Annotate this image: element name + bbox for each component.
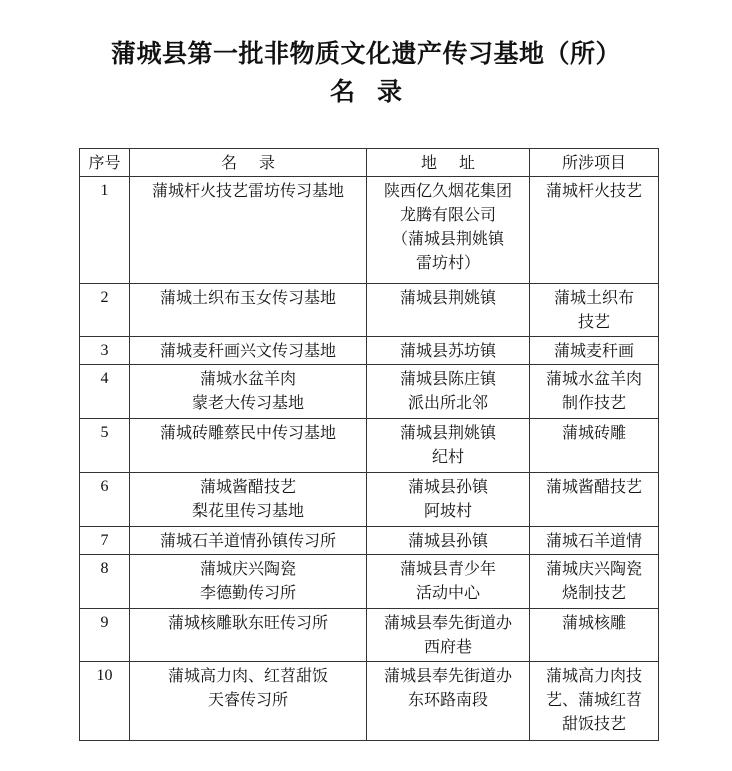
row-index: 5 (80, 419, 130, 473)
row-address: 陕西亿久烟花集团 龙腾有限公司 （蒲城县荆姚镇 雷坊村） (367, 177, 530, 284)
row-address: 蒲城县荆姚镇 纪村 (367, 419, 530, 473)
row-address: 蒲城县孙镇 (367, 527, 530, 555)
row-name: 蒲城高力肉、红苕甜饭 天睿传习所 (130, 662, 367, 741)
header-address: 地址 (367, 149, 530, 177)
row-name: 蒲城砖雕蔡民中传习基地 (130, 419, 367, 473)
row-project: 蒲城石羊道情 (530, 527, 659, 555)
row-name: 蒲城麦秆画兴文传习基地 (130, 337, 367, 365)
row-project: 蒲城砖雕 (530, 419, 659, 473)
row-address: 蒲城县青少年 活动中心 (367, 555, 530, 609)
header-project: 所涉项目 (530, 149, 659, 177)
table-row (80, 473, 659, 527)
table-row (80, 284, 659, 337)
row-name: 蒲城核雕耿东旺传习所 (130, 609, 367, 662)
row-address: 蒲城县陈庄镇 派出所北邻 (367, 365, 530, 419)
table-row (80, 365, 659, 419)
row-index: 2 (80, 284, 130, 337)
header-index: 序号 (80, 149, 130, 177)
row-index: 10 (80, 662, 130, 741)
row-address: 蒲城县奉先街道办 西府巷 (367, 609, 530, 662)
row-index: 3 (80, 337, 130, 365)
row-address: 蒲城县苏坊镇 (367, 337, 530, 365)
row-name: 蒲城土织布玉女传习基地 (130, 284, 367, 337)
document-title-line2: 名录 (329, 77, 424, 106)
table-row (80, 337, 659, 365)
row-index: 6 (80, 473, 130, 527)
row-project: 蒲城杆火技艺 (530, 177, 659, 284)
table-header-row (80, 149, 659, 177)
row-address: 蒲城县奉先街道办 东环路南段 (367, 662, 530, 741)
table-row (80, 527, 659, 555)
row-name: 蒲城庆兴陶瓷 李德勤传习所 (130, 555, 367, 609)
row-name: 蒲城水盆羊肉 蒙老大传习基地 (130, 365, 367, 419)
header-name: 名录 (130, 149, 367, 177)
table-row (80, 177, 659, 284)
row-project: 蒲城水盆羊肉 制作技艺 (530, 365, 659, 419)
row-name: 蒲城杆火技艺雷坊传习基地 (130, 177, 367, 284)
row-index: 8 (80, 555, 130, 609)
row-address: 蒲城县荆姚镇 (367, 284, 530, 337)
row-index: 4 (80, 365, 130, 419)
row-project: 蒲城高力肉技 艺、蒲城红苕 甜饭技艺 (530, 662, 659, 741)
row-index: 1 (80, 177, 130, 284)
table-row (80, 662, 659, 741)
row-project: 蒲城庆兴陶瓷 烧制技艺 (530, 555, 659, 609)
table-row (80, 555, 659, 609)
table-row (80, 419, 659, 473)
row-name: 蒲城酱醋技艺 梨花里传习基地 (130, 473, 367, 527)
row-name: 蒲城石羊道情孙镇传习所 (130, 527, 367, 555)
heritage-base-table (79, 148, 659, 741)
row-project: 蒲城麦秆画 (530, 337, 659, 365)
table-header (80, 149, 659, 177)
table-row (80, 609, 659, 662)
row-index: 9 (80, 609, 130, 662)
row-address: 蒲城县孙镇 阿坡村 (367, 473, 530, 527)
document-title-line1: 蒲城县第一批非物质文化遗产传习基地（所） (110, 39, 621, 68)
table-body (80, 177, 659, 741)
row-project: 蒲城酱醋技艺 (530, 473, 659, 527)
row-project: 蒲城土织布 技艺 (530, 284, 659, 337)
row-project: 蒲城核雕 (530, 609, 659, 662)
row-index: 7 (80, 527, 130, 555)
